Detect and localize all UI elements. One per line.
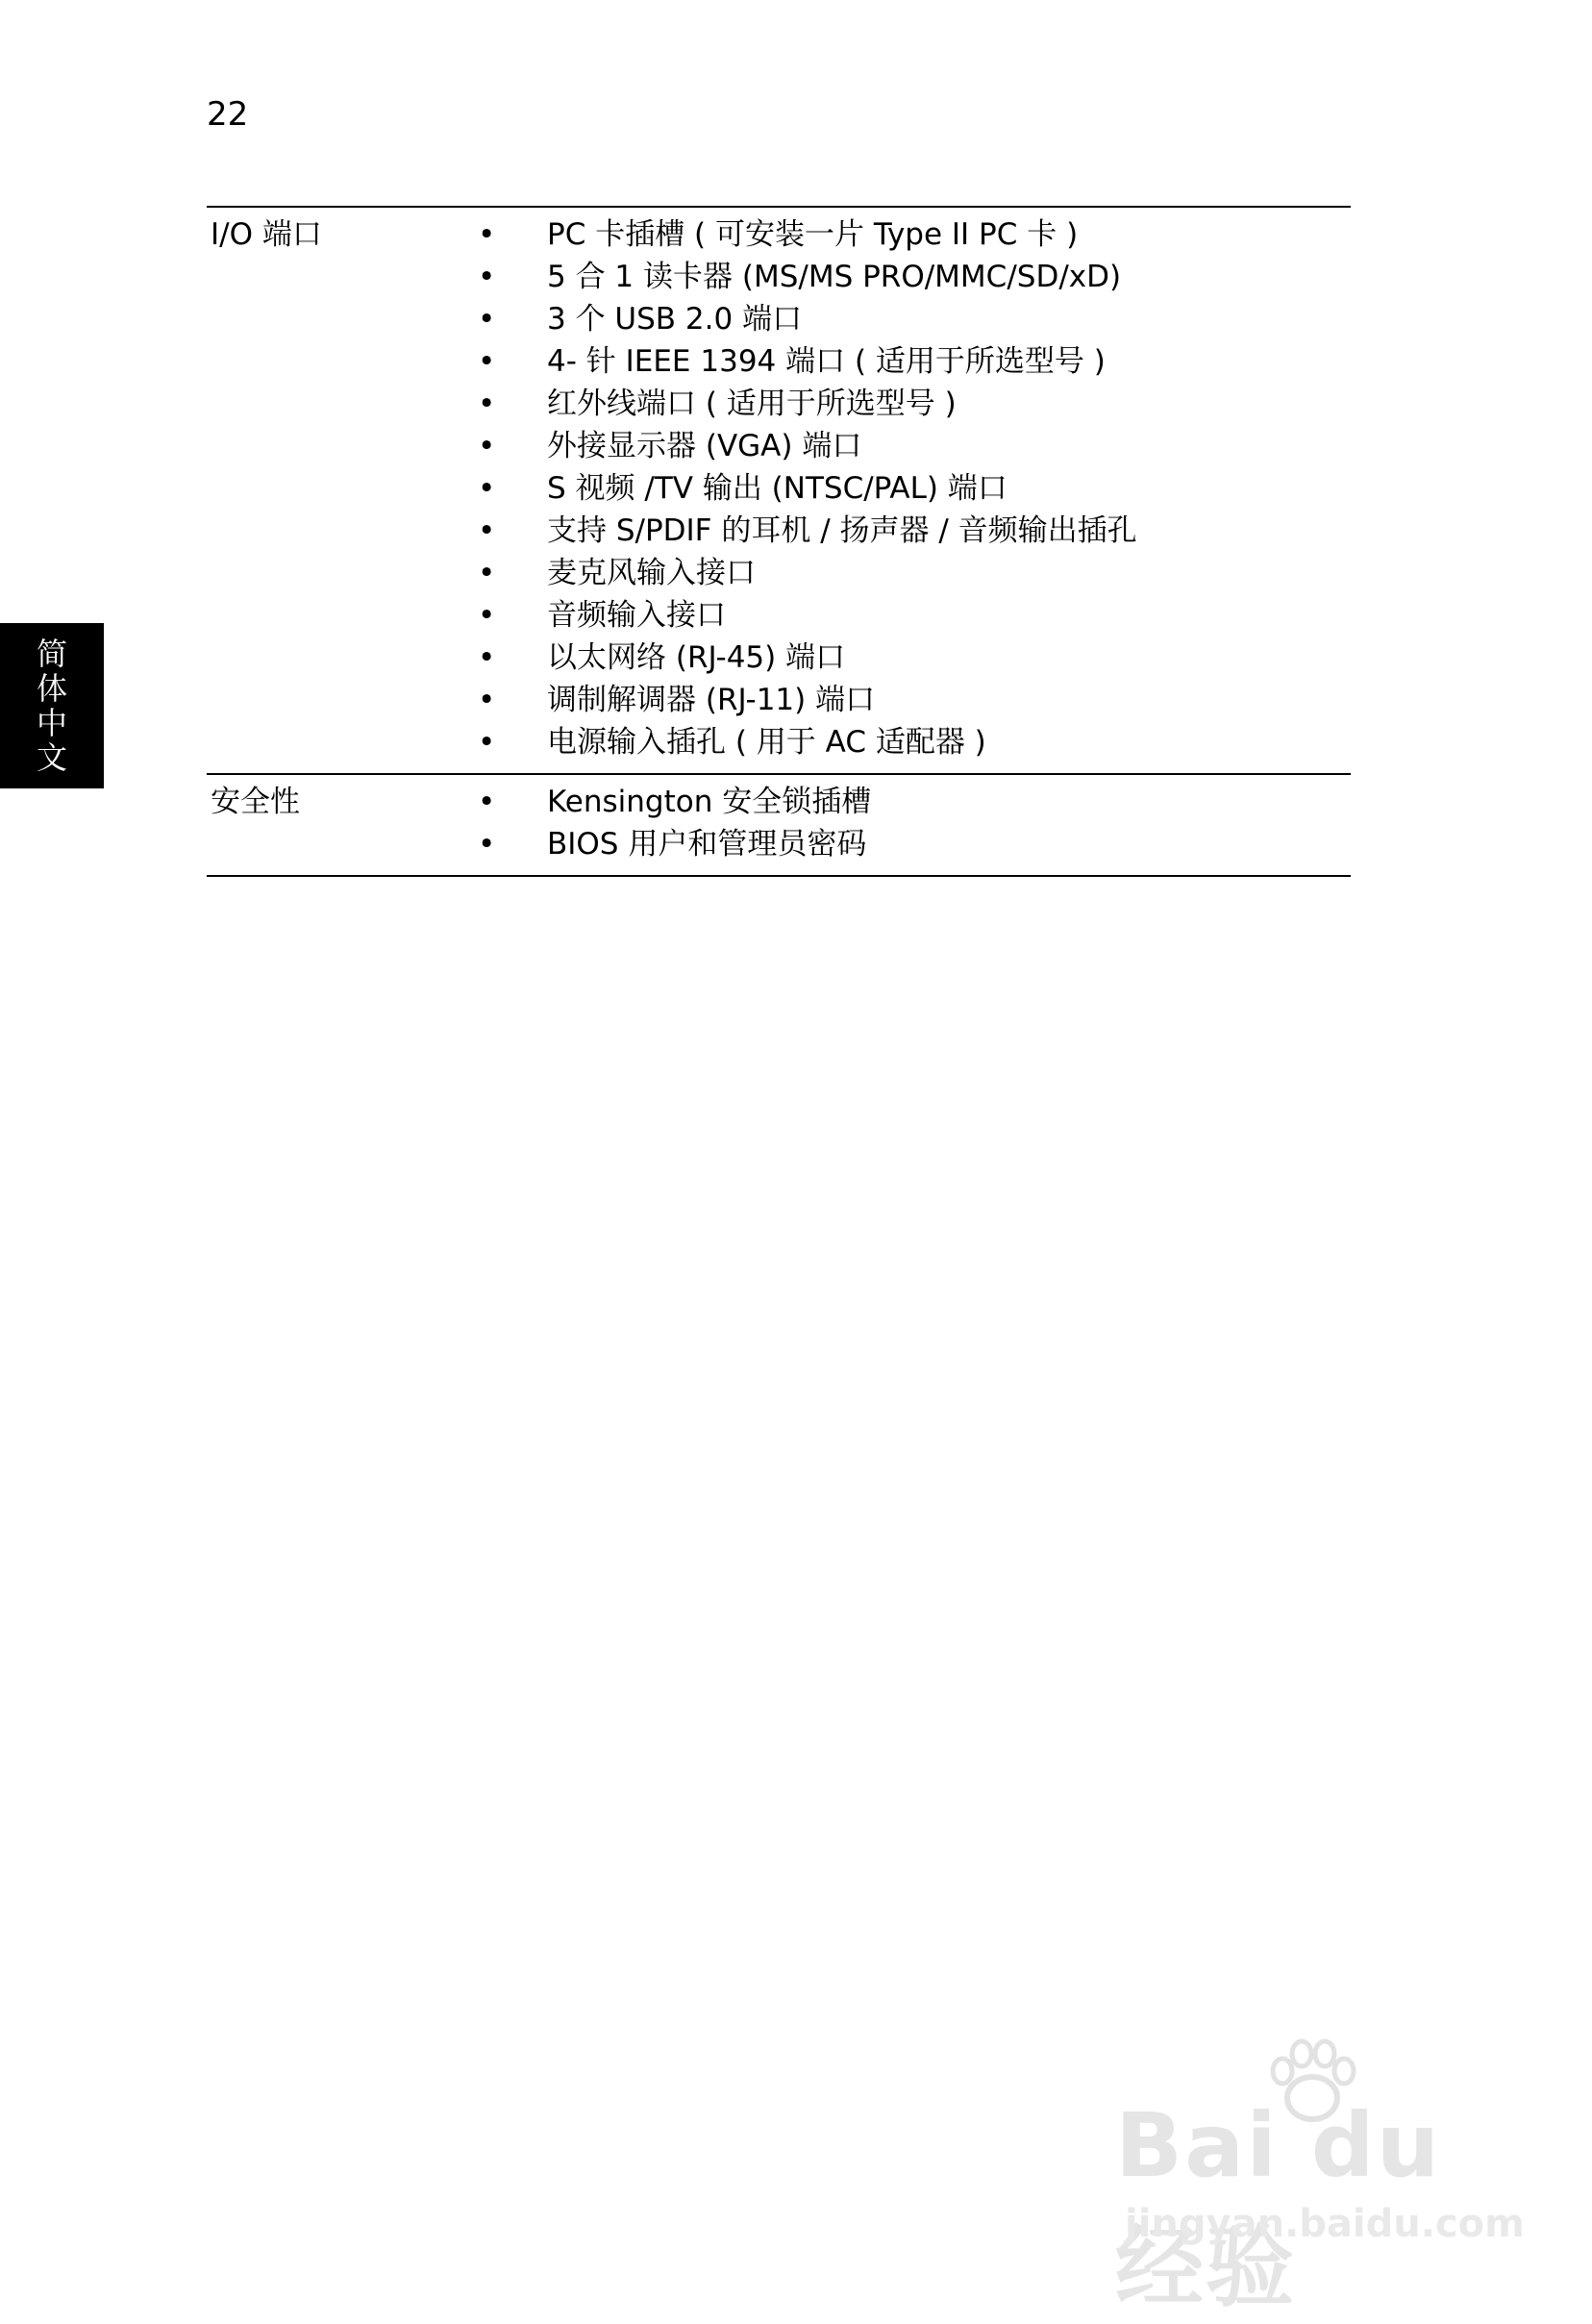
spec-list — [476, 781, 1351, 865]
list-item — [476, 256, 1351, 298]
item-text: 以太网络 (RJ-45) 端口 — [547, 640, 846, 675]
bullet: • — [478, 387, 496, 421]
item-text: PC 卡插槽 ( 可安装一片 Type II PC 卡 ) — [547, 217, 1079, 252]
bullet: • — [478, 513, 496, 548]
list-item — [476, 594, 1351, 637]
spec-table — [207, 206, 1351, 877]
spec-section-io-ports — [207, 206, 1351, 773]
bullet: • — [478, 260, 496, 294]
language-tab — [0, 623, 104, 788]
list-item — [476, 721, 1351, 763]
section-label: 安全性 — [211, 785, 300, 819]
bullet: • — [478, 429, 496, 463]
bullet: • — [478, 640, 496, 675]
list-item — [476, 679, 1351, 721]
item-text: 5 合 1 读卡器 (MS/MS PRO/MMC/SD/xD) — [547, 260, 1122, 294]
bullet: • — [478, 217, 496, 252]
baidu-watermark — [1115, 2038, 1525, 2319]
bullet: • — [478, 471, 496, 506]
language-tab-char: 文 — [36, 739, 67, 776]
bullet: • — [478, 785, 496, 819]
item-text: 电源输入插孔 ( 用于 AC 适配器 ) — [547, 725, 986, 760]
item-text: 外接显示器 (VGA) 端口 — [547, 429, 862, 463]
item-text: 4- 针 IEEE 1394 端口 ( 适用于所选型号 ) — [547, 344, 1106, 379]
list-item — [476, 298, 1351, 340]
bullet: • — [478, 302, 496, 337]
item-text: 调制解调器 (RJ-11) 端口 — [547, 683, 876, 717]
item-text: 3 个 USB 2.0 端口 — [547, 302, 803, 337]
list-item — [476, 510, 1351, 552]
language-tab-char: 体 — [36, 670, 67, 707]
list-item — [476, 637, 1351, 679]
list-item — [476, 552, 1351, 594]
spec-list — [476, 213, 1351, 763]
list-item — [476, 340, 1351, 383]
list-item — [476, 383, 1351, 425]
list-item — [476, 781, 1351, 823]
spec-section-security — [207, 773, 1351, 877]
bullet: • — [478, 683, 496, 717]
item-text: 麦克风输入接口 — [547, 556, 756, 590]
list-item — [476, 467, 1351, 510]
page-number: 22 — [207, 95, 249, 134]
item-text: BIOS 用户和管理员密码 — [547, 827, 867, 862]
list-item — [476, 425, 1351, 467]
list-item — [476, 213, 1351, 256]
item-text: 红外线端口 ( 适用于所选型号 ) — [547, 387, 957, 421]
bullet: • — [478, 827, 496, 862]
watermark-url: jingyan.baidu.com — [1125, 2202, 1525, 2246]
language-tab-char: 简 — [36, 636, 67, 672]
bullet: • — [478, 556, 496, 590]
bullet: • — [478, 344, 496, 379]
item-text: 音频输入接口 — [547, 598, 726, 633]
bullet: • — [478, 725, 496, 760]
item-text: Kensington 安全锁插槽 — [547, 785, 872, 819]
language-tab-char: 中 — [36, 705, 67, 741]
section-label: I/O 端口 — [211, 217, 322, 252]
bullet: • — [478, 598, 496, 633]
item-text: S 视频 /TV 输出 (NTSC/PAL) 端口 — [547, 471, 1007, 506]
watermark-brand: Bai du 经验 — [1115, 2094, 1442, 2319]
list-item — [476, 823, 1351, 865]
item-text: 支持 S/PDIF 的耳机 / 扬声器 / 音频输出插孔 — [547, 513, 1137, 548]
